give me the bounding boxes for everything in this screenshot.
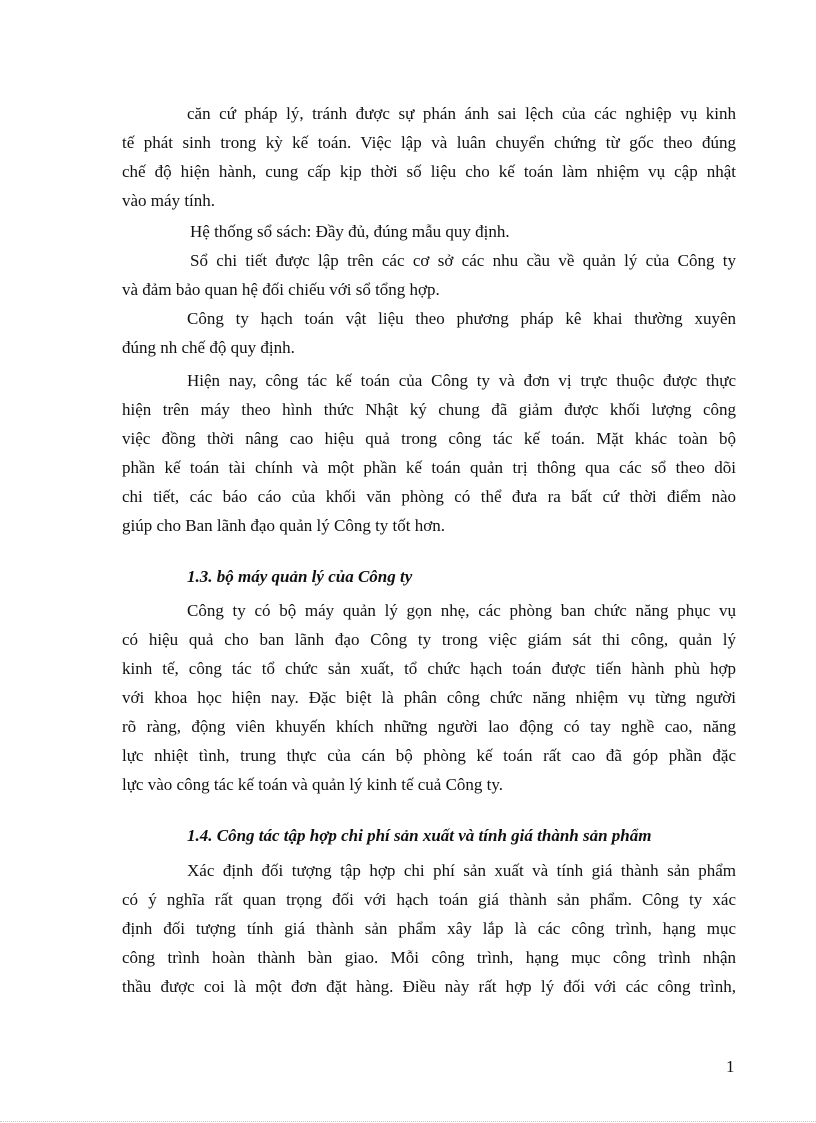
text-line: tế phát sinh trong kỳ kế toán. Việc lập và luân chuyển chứng từ gốc theo đúng xyxy=(122,133,736,152)
text-line: có ý nghĩa rất quan trọng đối với hạch toán giá thành sản phẩm. Công ty xác xyxy=(122,890,736,909)
text-line: đúng nh chế độ quy định. xyxy=(122,338,295,357)
text-line: việc đồng thời nâng cao hiệu quả trong công tác kế toán. Mặt khác toàn bộ xyxy=(122,429,736,448)
text-line: Hệ thống sổ sách: Đầy đủ, đúng mẫu quy định. xyxy=(190,222,510,241)
text-line: Xác định đối tượng tập hợp chi phí sản xuất và tính giá thành sản phẩm xyxy=(187,861,736,880)
text-line: Sổ chi tiết được lập trên các cơ sở các nhu cầu về quản lý của Công ty xyxy=(190,251,736,270)
text-line: Công ty có bộ máy quản lý gọn nhẹ, các phòng ban chức năng phục vụ xyxy=(187,601,736,620)
text-line: định đối tượng tính giá thành sản phẩm xây lắp là các công trình, hạng mục xyxy=(122,919,736,938)
text-line: Hiện nay, công tác kế toán của Công ty và đơn vị trực thuộc được thực xyxy=(187,371,736,390)
text-line: lực vào công tác kế toán và quản lý kinh tế cuả Công ty. xyxy=(122,775,504,794)
section-heading-1-4: 1.4. Công tác tập hợp chi phí sản xuất và tính giá thành sản phẩm xyxy=(187,826,652,845)
text-line: và đảm bảo quan hệ đối chiếu với sổ tổng hợp. xyxy=(122,280,440,299)
text-line: phần kế toán tài chính và một phần kế toán quản trị thông qua các sổ theo dõi xyxy=(122,458,736,477)
page-number: 1 xyxy=(726,1057,735,1076)
section-heading-1-3: 1.3. bộ máy quản lý của Công ty xyxy=(187,567,413,586)
text-line: thầu được coi là một đơn đặt hàng. Điều này rất hợp lý đối với các công trình, xyxy=(122,977,736,996)
text-line: chế độ hiện hành, cung cấp kịp thời số liệu cho kế toán làm nhiệm vụ cập nhật xyxy=(122,162,736,181)
text-line: giúp cho Ban lãnh đạo quản lý Công ty tốt hơn. xyxy=(122,516,445,535)
text-line: chi tiết, các báo cáo của khối văn phòng có thể đưa ra bất cứ thời điểm nào xyxy=(122,487,736,506)
page-bottom-divider xyxy=(0,1121,816,1122)
text-line: căn cứ pháp lý, tránh được sự phán ánh sai lệch của các nghiệp vụ kinh xyxy=(187,104,736,123)
text-line: kinh tế, công tác tổ chức sản xuất, tổ chức hạch toán được tiến hành phù hợp xyxy=(122,659,736,678)
text-line: hiện trên máy theo hình thức Nhật ký chung đã giảm được khối lượng công xyxy=(122,400,736,419)
text-line: công trình hoàn thành bàn giao. Mỗi công trình, hạng mục công trình nhận xyxy=(122,948,736,967)
text-line: rõ ràng, động viên khuyến khích những người lao động có tay nghề cao, năng xyxy=(122,717,736,736)
text-line: Công ty hạch toán vật liệu theo phương pháp kê khai thường xuyên xyxy=(187,309,736,328)
text-line: có hiệu quả cho ban lãnh đạo Công ty trong việc giám sát thi công, quản lý xyxy=(122,630,736,649)
text-line: vào máy tính. xyxy=(122,191,216,210)
text-line: lực nhiệt tình, trung thực của cán bộ phòng kế toán rất cao đã góp phần đặc xyxy=(122,746,736,765)
text-line: với khoa học hiện nay. Đặc biệt là phân công chức năng nhiệm vụ từng người xyxy=(122,688,736,707)
